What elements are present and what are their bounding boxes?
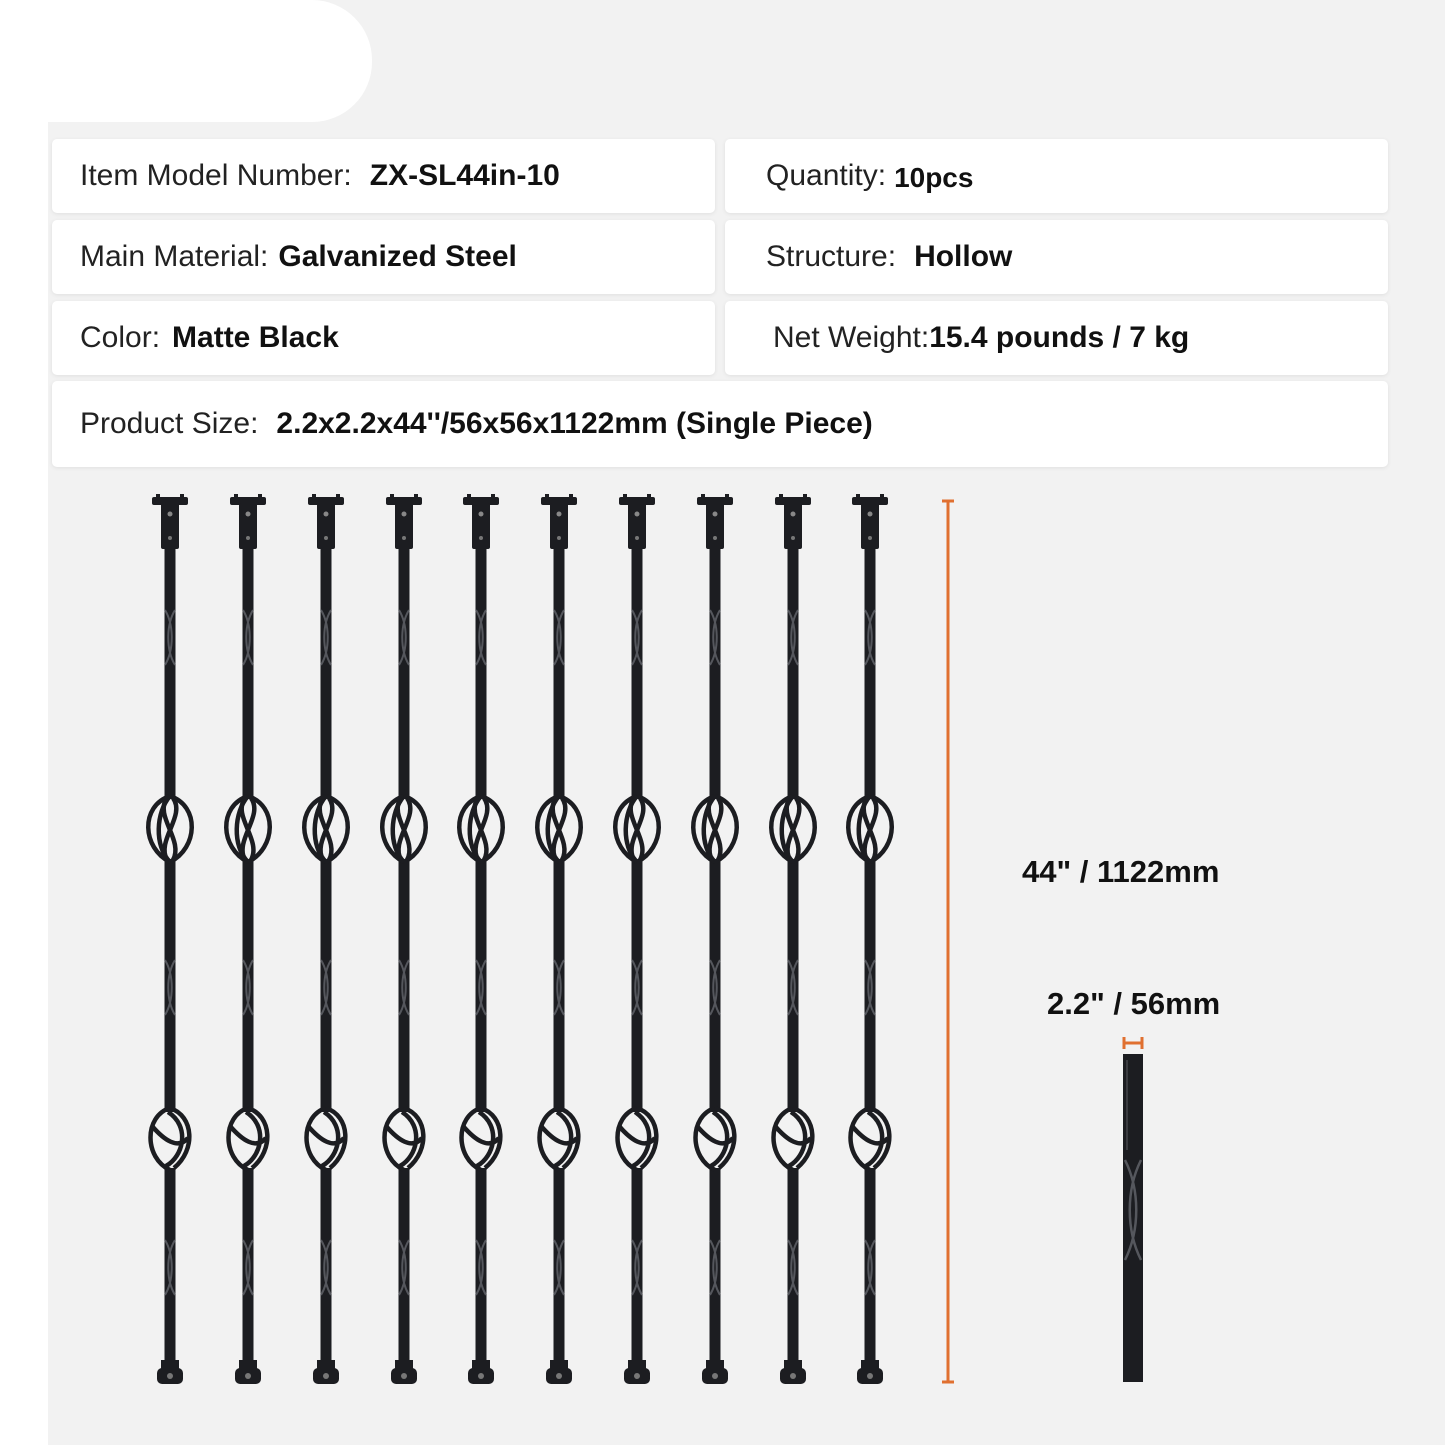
spec-weight-value: 15.4 pounds / 7 kg [929,321,1190,354]
spec-model-value: ZX-SL44in-10 [369,159,560,192]
spec-quantity-value: 10pcs [894,162,974,193]
baluster-4 [382,494,426,1384]
spec-color-label: Color: [80,321,161,354]
width-dimension-marker [1124,1037,1142,1049]
baluster-10 [848,494,892,1384]
spec-color-value: Matte Black [172,321,339,354]
spec-model-label: Item Model Number: [80,159,352,192]
spec-quantity-label: Quantity: [766,159,887,192]
baluster-1 [148,494,192,1384]
single-baluster-detail [1123,1054,1143,1382]
baluster-8 [693,494,737,1384]
width-dimension-label: 2.2" / 56mm [1047,986,1221,1021]
baluster-2 [226,494,270,1384]
spec-structure-value: Hollow [914,240,1013,273]
baluster-5 [459,494,503,1384]
spec-size-value: 2.2x2.2x44''/56x56x1122mm (Single Piece) [276,407,873,440]
baluster-9 [771,494,815,1384]
spec-weight-label: Net Weight: [773,321,930,354]
spec-material-value: Galvanized Steel [278,240,517,273]
baluster-3 [304,494,348,1384]
baluster-7 [615,494,659,1384]
spec-structure-label: Structure: [766,240,897,273]
spec-size-label: Product Size: [80,407,259,440]
spec-material-label: Main Material: [80,240,269,273]
baluster-6 [537,494,581,1384]
height-dimension-line [942,501,954,1382]
baluster-row [148,494,892,1384]
height-dimension-label: 44" / 1122mm [1022,854,1220,889]
